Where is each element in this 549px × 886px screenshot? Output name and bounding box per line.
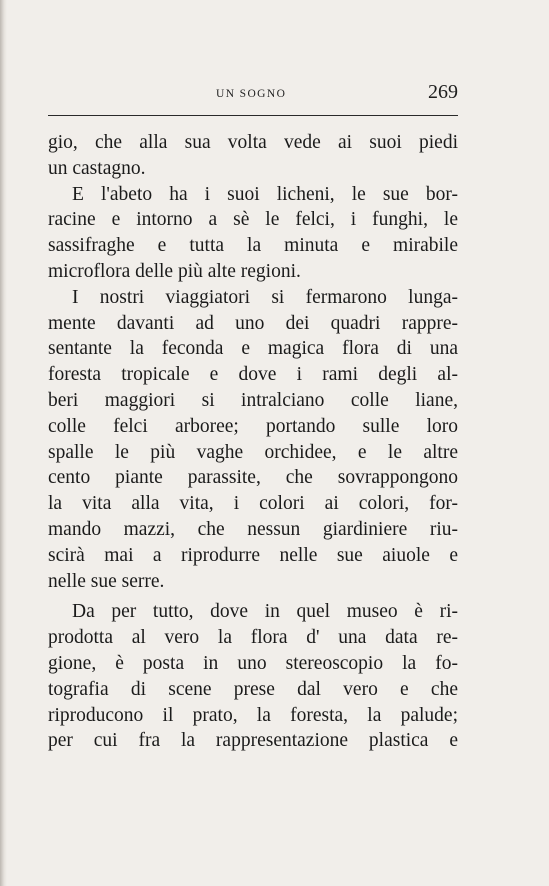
text-line: spalle le più vaghe orchidee, e le altre (48, 441, 458, 463)
text-line: sentante la feconda e magica flora di una (48, 338, 458, 360)
text-line: riproducono il prato, la foresta, la palude; (48, 704, 458, 726)
text-line: mente davanti ad uno dei quadri rappre- (48, 312, 458, 334)
text-line: cento piante parassite, che sovrappongono (48, 467, 458, 489)
text-line: Da per tutto, dove in quel museo è ri- (72, 601, 458, 623)
text-line: foresta tropicale e dove i rami degli al- (48, 364, 458, 386)
body-text (48, 130, 458, 754)
header-rule (48, 115, 458, 116)
text-line: microflora delle più alte regioni. (48, 260, 301, 282)
text-line: prodotta al vero la flora d' una data re- (48, 627, 458, 649)
text-line: tografia di scene prese dal vero e che (48, 678, 458, 700)
paragraph (48, 285, 458, 595)
text-line: colle felci arboree; portando sulle loro (48, 415, 458, 437)
text-line: nelle sue serre. (48, 570, 165, 592)
text-line: un castagno. (48, 157, 146, 179)
text-line: scirà mai a riprodurre nelle sue aiuole e (48, 544, 458, 566)
text-line: la vita alla vita, i colori ai colori, for- (48, 493, 458, 515)
text-line: gio, che alla sua volta vede ai suoi piedi (48, 132, 458, 153)
page-header (48, 81, 458, 106)
text-line: E l'abeto ha i suoi licheni, le sue bor- (72, 183, 458, 205)
page-gutter-shadow (0, 0, 7, 886)
text-line: racine e intorno a sè le felci, i funghi, le (48, 209, 458, 231)
paragraph (48, 130, 458, 182)
text-line: sassifraghe e tutta la minuta e mirabile (48, 235, 458, 257)
running-title: UN SOGNO (216, 88, 287, 100)
paragraph (48, 599, 458, 754)
text-line: beri maggiori si intralciano colle liane, (48, 389, 458, 411)
text-line: per cui fra la rappresentazione plastica e (48, 730, 458, 752)
text-line: I nostri viaggiatori si fermarono lunga- (72, 286, 458, 308)
page-number: 269 (428, 81, 458, 103)
paragraph (48, 182, 458, 285)
text-line: mando mazzi, che nessun giardiniere riu- (48, 518, 458, 540)
text-line: gione, è posta in uno stereoscopio la fo- (48, 652, 458, 674)
